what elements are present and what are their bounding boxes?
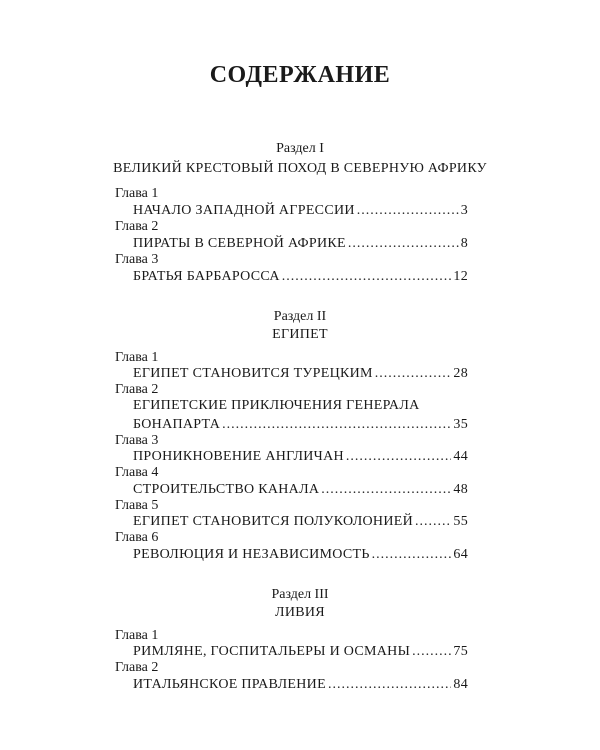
chapter-label: Глава 2 [115, 660, 159, 675]
chapter-label: Глава 2 [115, 382, 159, 397]
page-title: СОДЕРЖАНИЕ [209, 62, 391, 88]
toc-entry[interactable] [133, 644, 468, 660]
chapter-label: Глава 1 [115, 186, 159, 201]
toc-entry[interactable] [133, 398, 468, 433]
entry-page: 8 [460, 236, 468, 251]
chapter-label: Глава 6 [115, 530, 159, 545]
entry-page: 3 [460, 203, 468, 218]
entry-page: 12 [453, 269, 468, 284]
entry-title: РИМЛЯНЕ, ГОСПИТАЛЬЕРЫ И ОСМАНЫ [133, 644, 411, 659]
toc-entry[interactable] [133, 482, 468, 498]
entry-title: ПИРАТЫ В СЕВЕРНОЙ АФРИКЕ [133, 236, 346, 251]
entry-title: ПРОНИКНОВЕНИЕ АНГЛИЧАН [133, 449, 344, 464]
dot-leader [321, 482, 451, 498]
chapter-label: Глава 2 [115, 219, 159, 234]
chapter-label: Глава 4 [115, 465, 159, 480]
toc-entry[interactable] [133, 269, 468, 285]
entry-title: БРАТЬЯ БАРБАРОССА [133, 269, 280, 284]
toc-entry[interactable] [133, 236, 468, 252]
toc-entry[interactable] [133, 547, 468, 563]
dot-leader [357, 203, 459, 219]
entry-title: ЕГИПЕТ СТАНОВИТСЯ ПОЛУКОЛОНИЕЙ [133, 514, 413, 529]
section-label: Раздел II [273, 309, 327, 324]
dot-leader [346, 449, 451, 465]
entry-title: ИТАЛЬЯНСКОЕ ПРАВЛЕНИЕ [133, 677, 326, 692]
chapter-label: Глава 1 [115, 350, 159, 365]
toc-entry[interactable] [133, 677, 468, 693]
section-label: Раздел I [276, 141, 324, 156]
chapter-label: Глава 1 [115, 628, 159, 643]
entry-title: СТРОИТЕЛЬСТВО КАНАЛА [133, 482, 320, 497]
dot-leader [372, 547, 452, 563]
entry-title: ЕГИПЕТ СТАНОВИТСЯ ТУРЕЦКИМ [133, 366, 373, 381]
entry-page: 84 [453, 677, 468, 692]
entry-page: 55 [453, 514, 468, 529]
dot-leader [282, 269, 452, 285]
toc-entry[interactable] [133, 514, 468, 530]
entry-title: РЕВОЛЮЦИЯ И НЕЗАВИСИМОСТЬ [133, 547, 370, 562]
entry-title-line2: БОНАПАРТА [133, 417, 221, 432]
section-title: ВЕЛИКИЙ КРЕСТОВЫЙ ПОХОД В СЕВЕРНУЮ АФРИКУ [113, 161, 487, 176]
entry-page: 75 [453, 644, 468, 659]
dot-leader [415, 514, 451, 530]
entry-page: 64 [453, 547, 468, 562]
section-label: Раздел III [271, 587, 329, 602]
entry-title: НАЧАЛО ЗАПАДНОЙ АГРЕССИИ [133, 203, 355, 218]
chapter-label: Глава 3 [115, 252, 159, 267]
dot-leader [222, 417, 451, 433]
section-title: ЛИВИЯ [275, 605, 325, 620]
dot-leader [328, 677, 451, 693]
chapter-label: Глава 3 [115, 433, 159, 448]
dot-leader [348, 236, 459, 252]
entry-page: 48 [453, 482, 468, 497]
entry-title-line1: ЕГИПЕТСКИЕ ПРИКЛЮЧЕНИЯ ГЕНЕРАЛА [133, 398, 420, 413]
dot-leader [412, 644, 451, 660]
entry-page: 28 [453, 366, 468, 381]
toc-entry[interactable] [133, 449, 468, 465]
entry-page: 35 [453, 417, 468, 432]
dot-leader [375, 366, 452, 382]
toc-entry[interactable] [133, 203, 468, 219]
section-title: ЕГИПЕТ [272, 327, 328, 342]
chapter-label: Глава 5 [115, 498, 159, 513]
entry-page: 44 [453, 449, 468, 464]
toc-entry[interactable] [133, 366, 468, 382]
